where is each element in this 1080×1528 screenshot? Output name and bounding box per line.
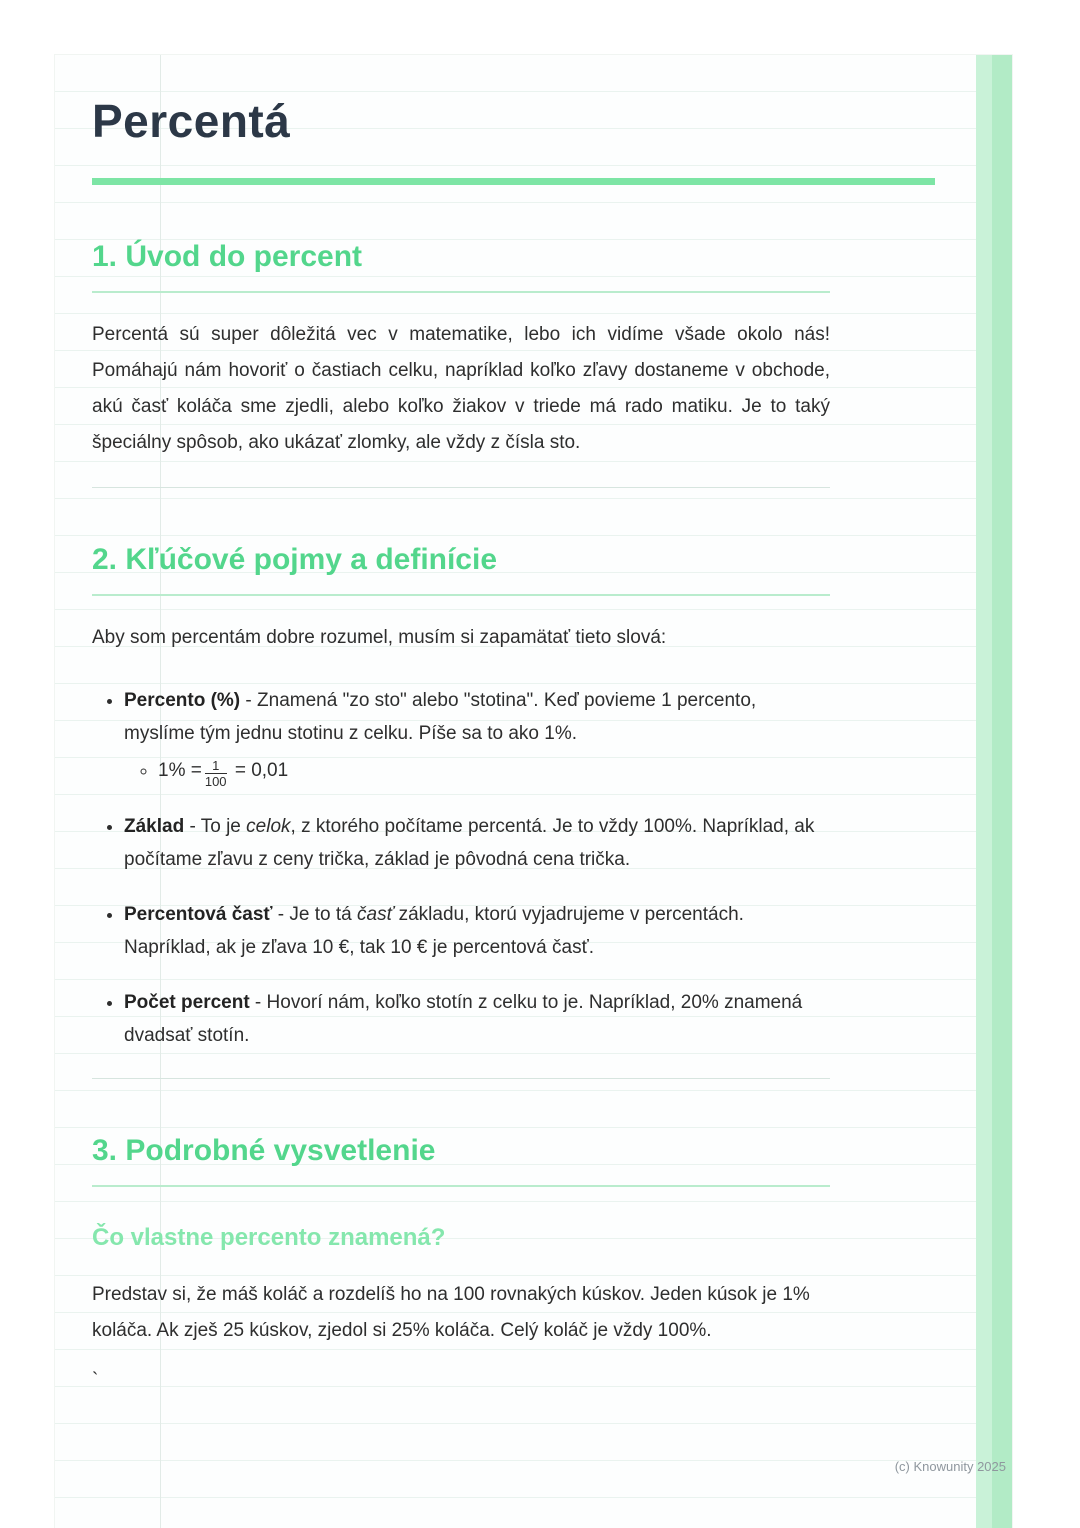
list-item-zaklad	[124, 810, 830, 876]
page-title: Percentá	[92, 95, 291, 147]
section-divider	[92, 1078, 830, 1079]
fraction-numerator: 1	[205, 759, 227, 774]
formula-rhs: = 0,01	[234, 760, 289, 781]
list-item-pocet-percent	[124, 986, 830, 1052]
term-definition: - Hovorí nám, koľko stotín z celku to je. Napríklad, 20% znamená dvadsať stotín.	[124, 992, 803, 1046]
term-label: Percentová časť	[124, 904, 273, 925]
section-1-underline	[92, 291, 830, 293]
section-divider	[92, 487, 830, 488]
fraction	[205, 759, 227, 788]
section-3-heading: 3. Podrobné vysvetlenie	[92, 1134, 436, 1167]
term-definition-pre: - Je to tá	[272, 904, 358, 925]
stray-backtick: `	[92, 1370, 99, 1391]
subsection-heading: Čo vlastne percento znamená?	[92, 1224, 446, 1251]
formula-lhs: 1% =	[158, 760, 202, 781]
section-1-heading: 1. Úvod do percent	[92, 240, 363, 273]
formula-item	[158, 754, 830, 788]
list-item-percentova-cast	[124, 898, 830, 964]
term-label: Základ	[124, 816, 185, 837]
key-terms-list	[92, 684, 830, 1052]
term-label: Percento (%)	[124, 690, 241, 711]
list-item-percento	[124, 684, 830, 788]
term-definition-post: , z ktorého počítame percentá. Je to vždy 100%. Napríklad, ak počítame zľavu z ceny trička, základ je pôvodná cena trička.	[124, 816, 815, 870]
term-label: Počet percent	[124, 992, 250, 1013]
section-2-intro: Aby som percentám dobre rozumel, musím si zapamätať tieto slová:	[92, 627, 667, 648]
emphasized-word: časť	[357, 904, 394, 925]
green-edge-stripe	[976, 55, 1012, 1528]
sub-list	[124, 754, 830, 788]
page-content	[92, 55, 830, 1399]
section-2-underline	[92, 594, 830, 596]
term-definition-post: základu, ktorú vyjadrujeme v percentách. Napríklad, ak je zľava 10 €, tak 10 € je percentová časť.	[124, 904, 744, 958]
footer-credit: (c) Knowunity 2025	[894, 1459, 1006, 1474]
section-3-underline	[92, 1185, 830, 1187]
section-3-paragraph: Predstav si, že máš koláč a rozdelíš ho na 100 rovnakých kúskov. Jeden kúsok je 1% koláča. Ak zješ 25 kúskov, zjedol si 25% koláča. Celý koláč je vždy 100%.	[92, 1284, 810, 1341]
fraction-denominator: 100	[204, 774, 227, 789]
section-1-paragraph: Percentá sú super dôležitá vec v matematike, lebo ich vidíme všade okolo nás! Pomáhajú nám hovoriť o častiach celku, napríklad koľko zľavy dostaneme v obchode, akú časť koláča sme zjedli, alebo koľko žiakov v triede má rado matiku. Je to taký špeciálny spôsob, ako ukázať zlomky, ale vždy z čísla sto.	[92, 324, 830, 453]
section-2-heading: 2. Kľúčové pojmy a definície	[92, 543, 498, 576]
emphasized-word: celok	[246, 816, 291, 837]
notebook-page	[55, 55, 1012, 1528]
term-definition: - Znamená "zo sto" alebo "stotina". Keď povieme 1 percento, myslíme tým jednu stotinu z celku. Píše sa to ako 1%.	[124, 690, 757, 744]
title-accent-bar	[92, 178, 935, 185]
term-definition-pre: - To je	[184, 816, 247, 837]
